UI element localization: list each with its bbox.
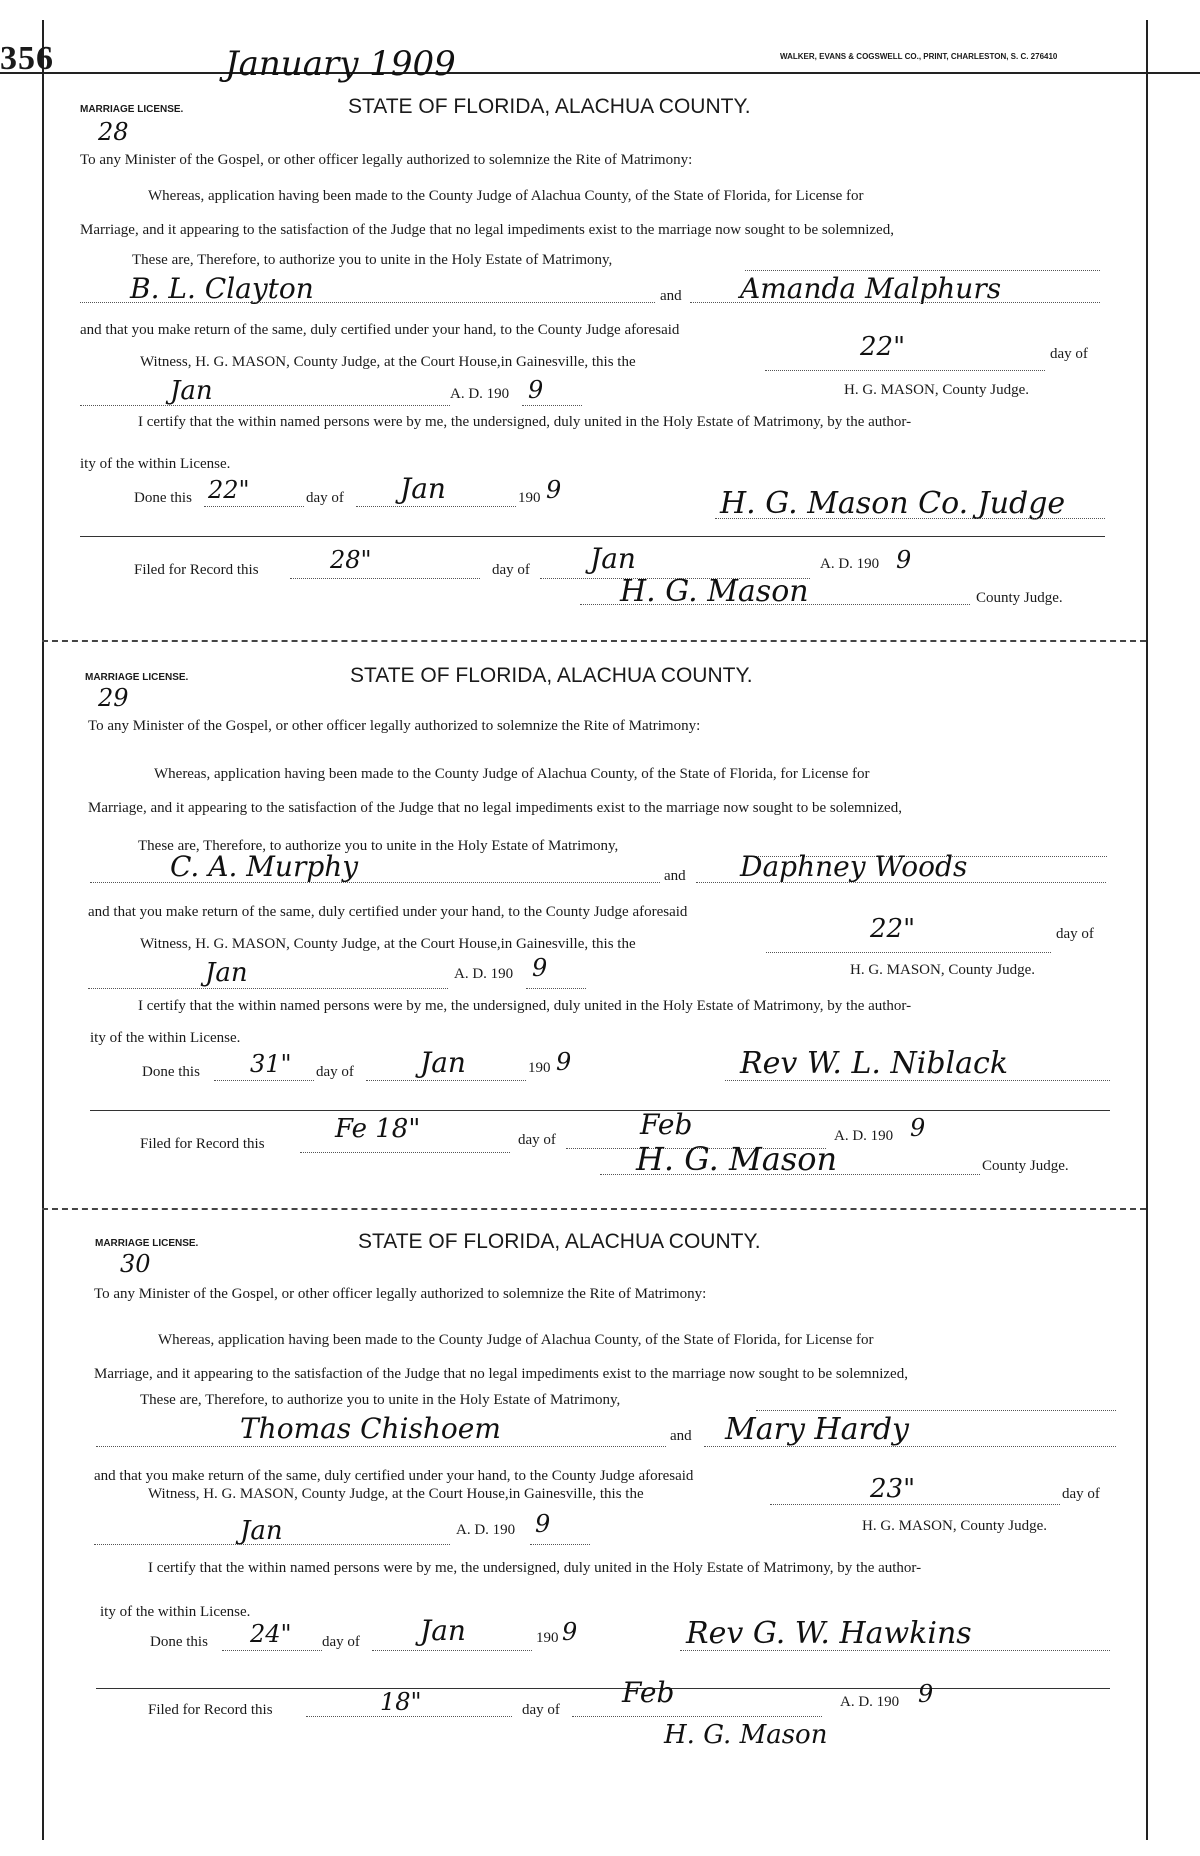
state-heading: STATE OF FLORIDA, ALACHUA COUNTY. bbox=[358, 1230, 761, 1253]
filed-month: Feb bbox=[640, 1108, 693, 1141]
whereas-line-1: Whereas, application having been made to the County Judge of Alachua County, of the State of Florida, for License for bbox=[154, 766, 870, 782]
witness-line: Witness, H. G. MASON, County Judge, at the Court House,in Gainesville, this the bbox=[140, 354, 636, 370]
printer-imprint: WALKER, EVANS & COGSWELL CO., PRINT, CHARLESTON, S. C. 276410 bbox=[780, 52, 1058, 61]
day-of-label: day of bbox=[1050, 346, 1088, 362]
officiant-signature: H. G. Mason Co. Judge bbox=[720, 486, 1066, 521]
marriage-license-label: MARRIAGE LICENSE. bbox=[85, 672, 189, 683]
county-judge-label: County Judge. bbox=[982, 1158, 1069, 1174]
marriage-license-label: MARRIAGE LICENSE. bbox=[80, 104, 184, 115]
witness-line: Witness, H. G. MASON, County Judge, at the Court House,in Gainesville, this the bbox=[148, 1486, 644, 1502]
done-this-label: Done this bbox=[134, 490, 192, 506]
filed-judge-signature: H. G. Mason bbox=[636, 1140, 838, 1178]
bride-name: Amanda Malphurs bbox=[740, 272, 1002, 305]
witness-day: 22" bbox=[870, 914, 916, 944]
state-heading: STATE OF FLORIDA, ALACHUA COUNTY. bbox=[350, 664, 753, 687]
section-divider bbox=[42, 640, 1146, 642]
filed-day: 18" bbox=[380, 1688, 422, 1716]
year-label: 190 bbox=[518, 490, 541, 506]
ad-label: A. D. 190 bbox=[456, 1522, 516, 1538]
county-judge-label: County Judge. bbox=[976, 590, 1063, 606]
bride-name: Daphney Woods bbox=[740, 850, 968, 883]
done-year: 9 bbox=[562, 1618, 578, 1646]
done-month: Jan bbox=[420, 1614, 466, 1647]
witness-month: Jan bbox=[205, 958, 248, 988]
ad-label: A. D. 190 bbox=[840, 1694, 900, 1710]
judge-printed-sig: H. G. MASON, County Judge. bbox=[850, 962, 1036, 978]
these-are-line: These are, Therefore, to authorize you to unite in the Holy Estate of Matrimony, bbox=[140, 1392, 621, 1408]
day-of-label: day of bbox=[306, 490, 344, 506]
and-label: and bbox=[664, 868, 686, 884]
filed-label: Filed for Record this bbox=[140, 1136, 265, 1152]
whereas-line-2: Marriage, and it appearing to the satisfaction of the Judge that no legal impediments exist to the marriage now sought to be solemnized, bbox=[80, 222, 894, 238]
return-line: and that you make return of the same, duly certified under your hand, to the County Judge aforesaid bbox=[80, 322, 680, 338]
return-line: and that you make return of the same, duly certified under your hand, to the County Judge aforesaid bbox=[94, 1468, 694, 1484]
left-margin-line bbox=[42, 20, 44, 1840]
return-line: and that you make return of the same, duly certified under your hand, to the County Judge aforesaid bbox=[88, 904, 688, 920]
minister-line: To any Minister of the Gospel, or other officer legally authorized to solemnize the Rite of Matrimony: bbox=[94, 1286, 707, 1302]
ad-label: A. D. 190 bbox=[450, 386, 510, 402]
witness-day: 23" bbox=[870, 1474, 916, 1504]
done-day: 31" bbox=[250, 1050, 292, 1078]
license-number: 28 bbox=[98, 118, 129, 146]
these-are-line: These are, Therefore, to authorize you to unite in the Holy Estate of Matrimony, bbox=[132, 252, 613, 268]
witness-day: 22" bbox=[860, 332, 906, 362]
filed-judge-signature: H. G. Mason bbox=[664, 1720, 828, 1750]
certify-line-2: ity of the within License. bbox=[90, 1030, 241, 1046]
minister-line: To any Minister of the Gospel, or other officer legally authorized to solemnize the Rite of Matrimony: bbox=[88, 718, 701, 734]
bride-name: Mary Hardy bbox=[725, 1412, 909, 1447]
day-of-label: day of bbox=[1056, 926, 1094, 942]
top-rule bbox=[0, 72, 1200, 74]
these-are-line: These are, Therefore, to authorize you to unite in the Holy Estate of Matrimony, bbox=[138, 838, 619, 854]
and-label: and bbox=[670, 1428, 692, 1444]
filed-judge-signature: H. G. Mason bbox=[620, 574, 809, 609]
license-number: 29 bbox=[98, 684, 129, 712]
officiant-signature: Rev W. L. Niblack bbox=[740, 1046, 1008, 1081]
witness-line: Witness, H. G. MASON, County Judge, at the Court House,in Gainesville, this the bbox=[140, 936, 636, 952]
certify-line-2: ity of the within License. bbox=[100, 1604, 251, 1620]
done-this-label: Done this bbox=[142, 1064, 200, 1080]
certify-line-1: I certify that the within named persons were by me, the undersigned, duly united in the Holy Estate of Matrimony, by the author- bbox=[138, 414, 912, 430]
day-of-label: day of bbox=[1062, 1486, 1100, 1502]
filed-year: 9 bbox=[910, 1114, 926, 1142]
witness-year: 9 bbox=[528, 376, 544, 404]
done-year: 9 bbox=[546, 476, 562, 504]
groom-name: C. A. Murphy bbox=[170, 850, 359, 883]
done-day: 24" bbox=[250, 1620, 292, 1648]
day-of-label: day of bbox=[322, 1634, 360, 1650]
day-of-label: day of bbox=[522, 1702, 560, 1718]
section-divider bbox=[42, 1208, 1146, 1210]
whereas-line-1: Whereas, application having been made to the County Judge of Alachua County, of the State of Florida, for License for bbox=[148, 188, 864, 204]
year-label: 190 bbox=[528, 1060, 551, 1076]
witness-month: Jan bbox=[240, 1516, 283, 1546]
certify-line-1: I certify that the within named persons were by me, the undersigned, duly united in the Holy Estate of Matrimony, by the author- bbox=[148, 1560, 922, 1576]
groom-name: Thomas Chishoem bbox=[240, 1412, 501, 1445]
license-number: 30 bbox=[120, 1250, 151, 1278]
ad-label: A. D. 190 bbox=[454, 966, 514, 982]
page-number: 356 bbox=[0, 40, 54, 77]
year-label: 190 bbox=[536, 1630, 559, 1646]
month-header: January 1909 bbox=[225, 44, 456, 84]
marriage-license-label: MARRIAGE LICENSE. bbox=[95, 1238, 199, 1249]
judge-printed-sig: H. G. MASON, County Judge. bbox=[862, 1518, 1048, 1534]
done-year: 9 bbox=[556, 1048, 572, 1076]
done-month: Jan bbox=[420, 1046, 466, 1079]
filed-month: Jan bbox=[590, 542, 636, 575]
filed-day: Fe 18" bbox=[335, 1114, 421, 1144]
certify-line-2: ity of the within License. bbox=[80, 456, 231, 472]
judge-printed-sig: H. G. MASON, County Judge. bbox=[844, 382, 1030, 398]
done-day: 22" bbox=[208, 476, 250, 504]
witness-month: Jan bbox=[170, 376, 213, 406]
ad-label: A. D. 190 bbox=[834, 1128, 894, 1144]
day-of-label: day of bbox=[492, 562, 530, 578]
filed-label: Filed for Record this bbox=[134, 562, 259, 578]
minister-line: To any Minister of the Gospel, or other officer legally authorized to solemnize the Rite of Matrimony: bbox=[80, 152, 693, 168]
day-of-label: day of bbox=[518, 1132, 556, 1148]
witness-year: 9 bbox=[532, 954, 548, 982]
done-month: Jan bbox=[400, 472, 446, 505]
ad-label: A. D. 190 bbox=[820, 556, 880, 572]
filed-label: Filed for Record this bbox=[148, 1702, 273, 1718]
and-label: and bbox=[660, 288, 682, 304]
day-of-label: day of bbox=[316, 1064, 354, 1080]
filed-year: 9 bbox=[896, 546, 912, 574]
filed-day: 28" bbox=[330, 546, 372, 574]
witness-year: 9 bbox=[535, 1510, 551, 1538]
officiant-signature: Rev G. W. Hawkins bbox=[686, 1616, 972, 1651]
whereas-line-2: Marriage, and it appearing to the satisfaction of the Judge that no legal impediments exist to the marriage now sought to be solemnized, bbox=[94, 1366, 908, 1382]
filed-year: 9 bbox=[918, 1680, 934, 1708]
right-margin-line bbox=[1146, 20, 1148, 1840]
groom-name: B. L. Clayton bbox=[130, 272, 314, 305]
filed-month: Feb bbox=[622, 1676, 675, 1709]
state-heading: STATE OF FLORIDA, ALACHUA COUNTY. bbox=[348, 95, 751, 118]
whereas-line-1: Whereas, application having been made to the County Judge of Alachua County, of the State of Florida, for License for bbox=[158, 1332, 874, 1348]
done-this-label: Done this bbox=[150, 1634, 208, 1650]
whereas-line-2: Marriage, and it appearing to the satisfaction of the Judge that no legal impediments exist to the marriage now sought to be solemnized, bbox=[88, 800, 902, 816]
certify-line-1: I certify that the within named persons were by me, the undersigned, duly united in the Holy Estate of Matrimony, by the author- bbox=[138, 998, 912, 1014]
